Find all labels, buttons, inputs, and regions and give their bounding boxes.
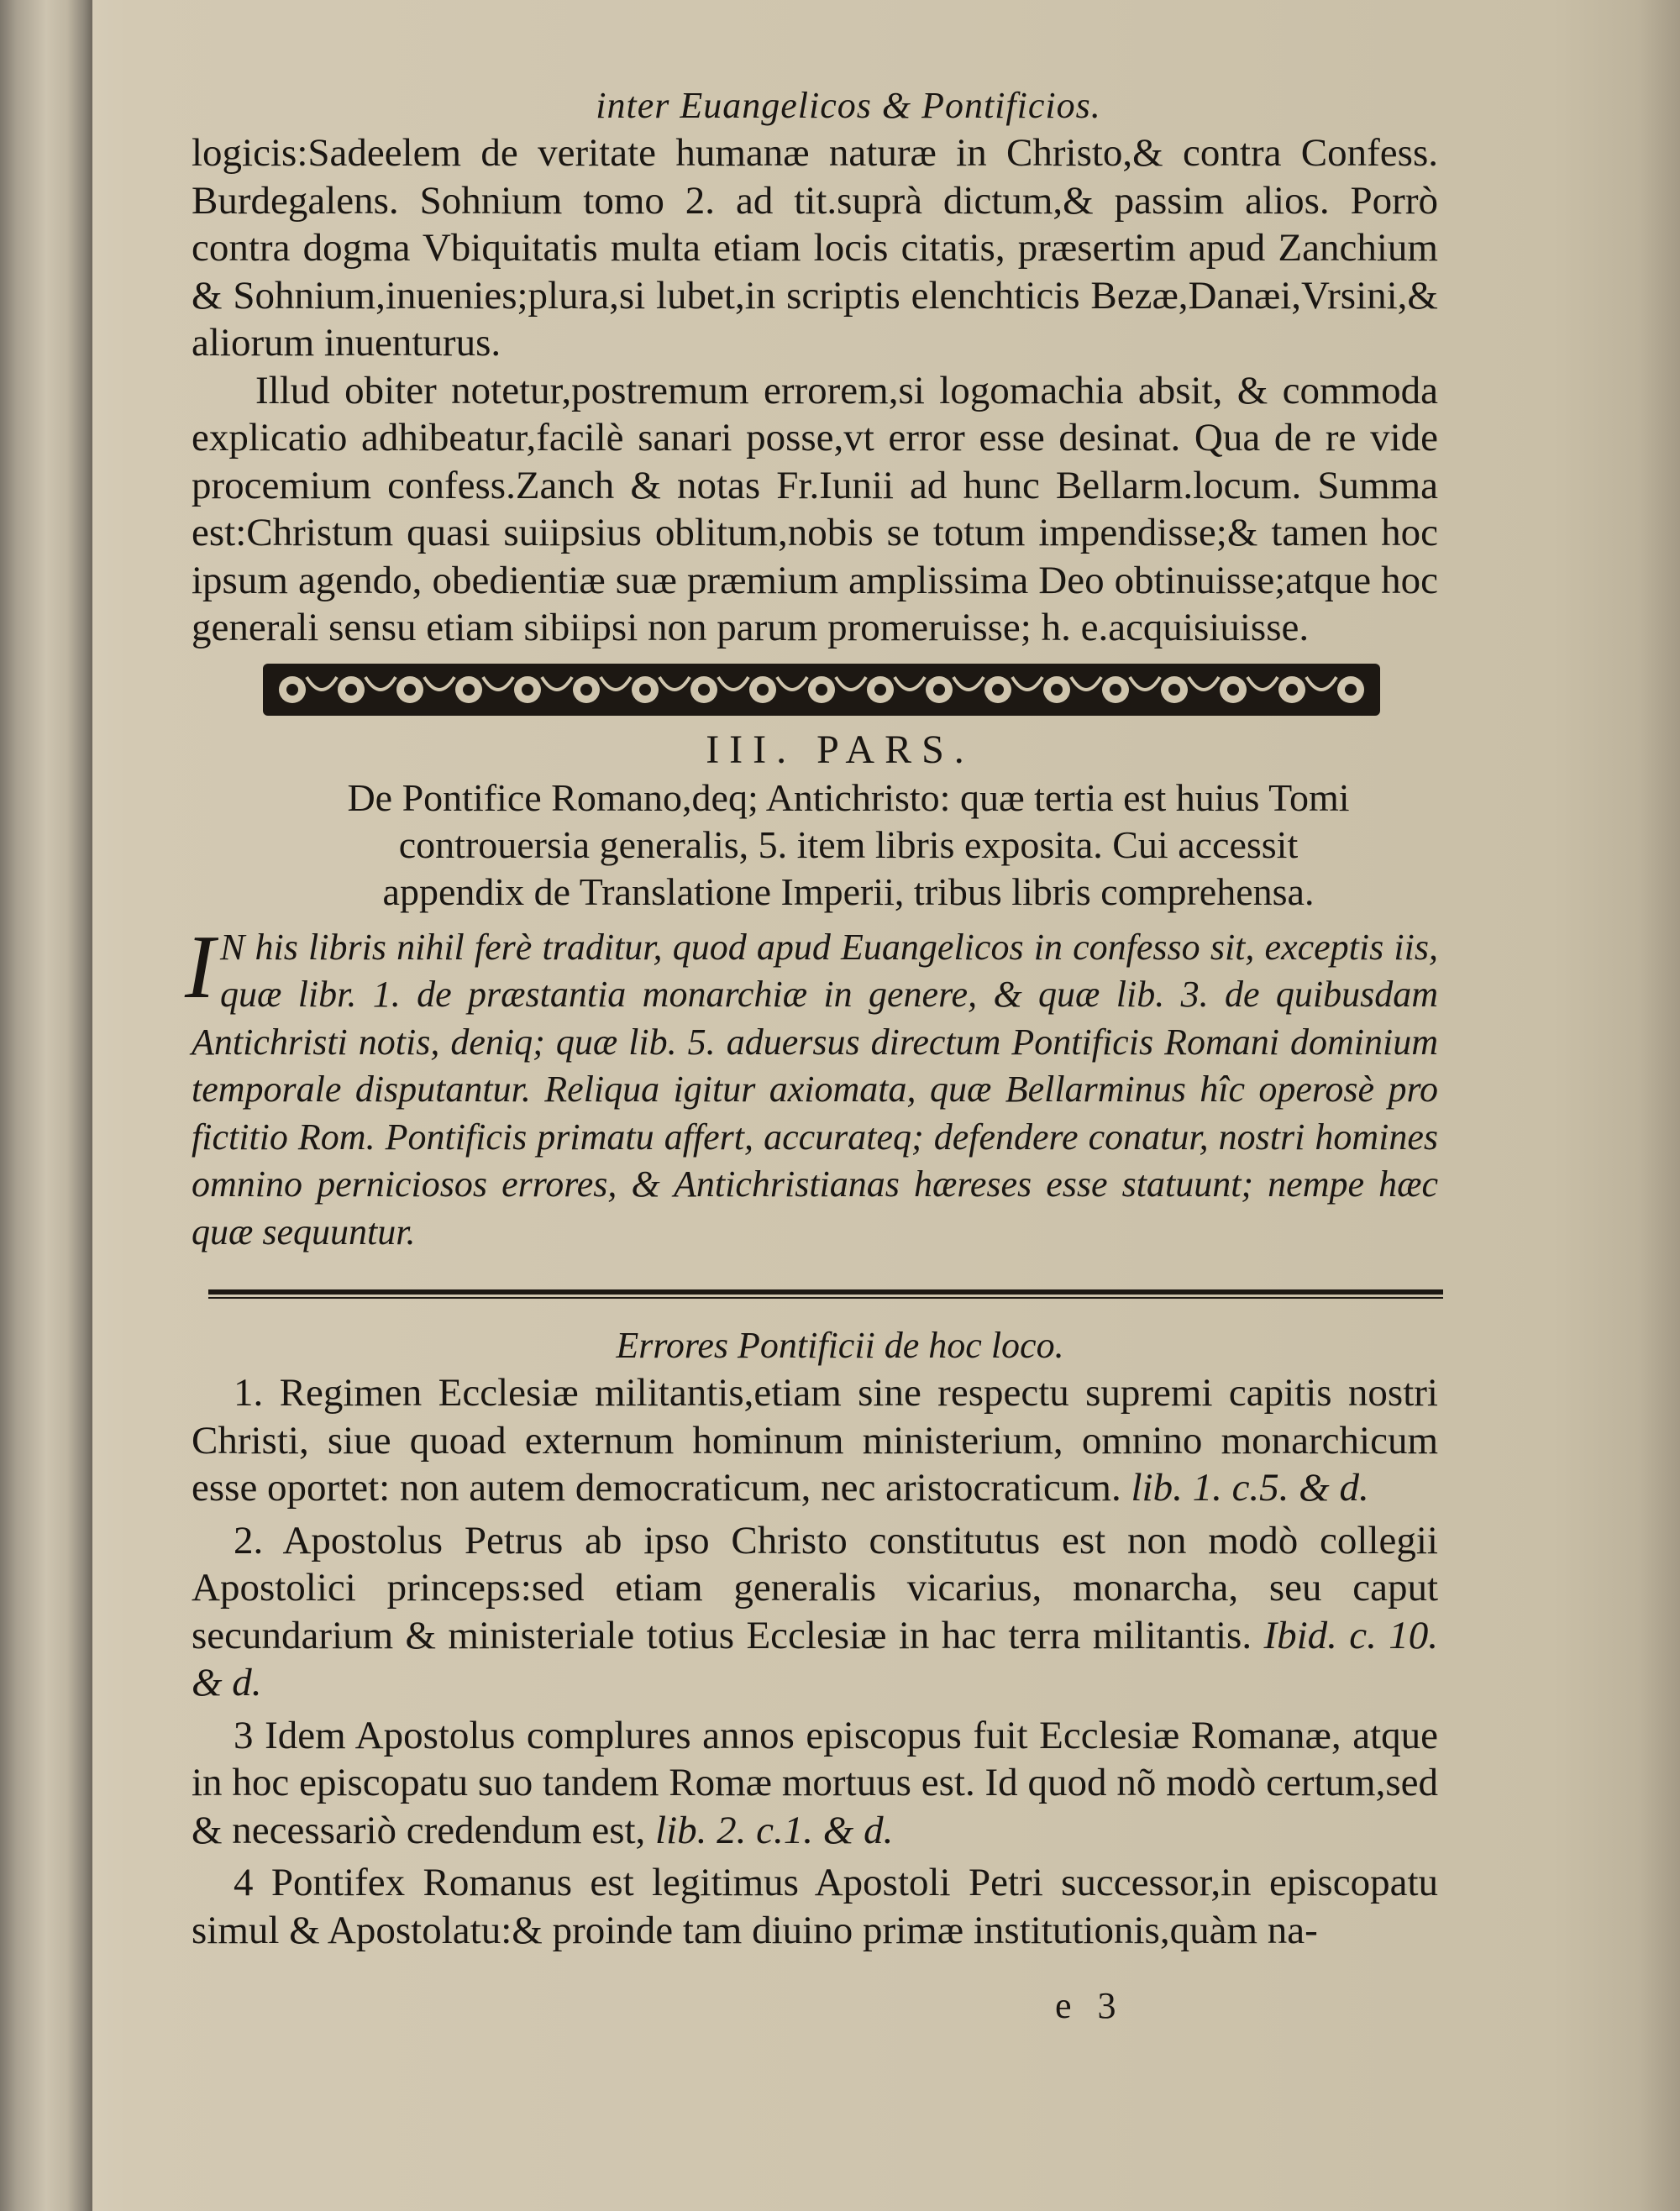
error-reference: Ibid. c. 10. & d. (192, 1613, 1438, 1704)
double-rule (208, 1289, 1443, 1301)
scroll-ornament-icon (263, 660, 1380, 719)
part-subtitle: De Pontifice Romano,deq; Antichristo: quæ tertia est huius Tomi controuersia generalis, 5. item libris exposita. Cui accessit appendix de Translatione Imperii, tribus libris comprehensa. (347, 775, 1350, 913)
page-content (185, 82, 1439, 1959)
ornamental-band (263, 660, 1380, 719)
part-title: III. PARS. (706, 727, 974, 772)
signature-mark: e 3 (1055, 1985, 1125, 2026)
error-item-3 (192, 1712, 1438, 1855)
paragraph-2: Illud obiter notetur,postremum errorem,si logomachia absit, & commoda explicatio adhibeatur,facilè sanari posse,vt error esse desinat. Qua de re vide procemium confess.Zanch & notas Fr.Iunii ad hunc Bellarm.locum. Summa est:Christum quasi suiipsius oblitum,nobis se totum impendisse;& tamen hoc ipsum agendo, obedientiæ suæ præmium amplissima Deo obtinuisse;atque hoc generali sensu etiam sibiipsi non parum promeruisse; h. e.acquisiuisse. (192, 368, 1438, 649)
drop-capital: I (185, 916, 215, 1017)
error-text: Regimen Ecclesiæ militantis,etiam sine respectu supremi capitis nostri Christi, siue quoad externum hominum ministerium, omnino monarchicum esse oportet: non autem democraticum, nec aristocraticum. (192, 1371, 1438, 1510)
error-number: 2. (234, 1518, 264, 1562)
errores-heading: Errores Pontificii de hoc loco. (616, 1325, 1064, 1366)
error-number: 4 (234, 1861, 254, 1904)
error-item-4 (192, 1859, 1438, 1954)
book-gutter (0, 0, 92, 2211)
error-reference: lib. 1. c.5. & d. (1131, 1466, 1369, 1510)
error-reference: lib. 2. c.1. & d. (655, 1808, 894, 1852)
running-head: inter Euangelicos & Pontificios. (596, 85, 1101, 126)
error-number: 3 (234, 1713, 254, 1757)
error-text: Apostolus Petrus ab ipso Christo constitutus est non modò collegii Apostolici princeps:sed etiam generalis vicarius, monarcha, seu caput secundarium & ministeriale totius Ecclesiæ in hac terra militantis. (192, 1518, 1438, 1657)
paragraph-1: logicis:Sadeelem de veritate humanæ naturæ in Christo,& contra Confess. Burdegalens. Sohnium tomo 2. ad tit.suprà dictum,& passim alios. Porrò contra dogma Vbiquitatis multa etiam locis citatis, præsertim apud Zanchium & Sohnium,inuenies;plura,si lubet,in scriptis elenchticis Bezæ,Danæi,Vrsini,& aliorum inuenturus. (192, 131, 1438, 365)
error-item-1 (192, 1369, 1438, 1512)
italic-intro-text: N his libris nihil ferè traditur, quod apud Euangelicos in confesso sit, exceptis iis, quæ libr. 1. de præstantia monarchiæ in genere, & quæ lib. 3. de quibusdam Antichristi notis, deniq; quæ lib. 5. aduersus directum Pontificis Romani dominium temporale disputantur. Reliqua igitur axiomata, quæ Bellarminus hîc operosè pro fictitio Rom. Pontificis primatu affert, accurateq; defendere conatur, nostri homines omnino perniciosos errores, & Antichristianas hæreses esse statuunt; nempe hæc quæ sequuntur. (192, 926, 1438, 1253)
error-item-2 (192, 1517, 1438, 1707)
error-text: Pontifex Romanus est legitimus Apostoli Petri successor,in episcopatu simul & Apostolatu:& proinde tam diuino primæ institutionis,quàm na- (192, 1861, 1438, 1952)
error-number: 1. (234, 1371, 264, 1415)
error-text: Idem Apostolus complures annos episcopus fuit Ecclesiæ Romanæ, atque in hoc episcopatu suo tandem Romæ mortuus est. Id quod nõ modò certum,sed & necessariò credendum est, (192, 1713, 1439, 1852)
italic-intro (185, 916, 1438, 1257)
